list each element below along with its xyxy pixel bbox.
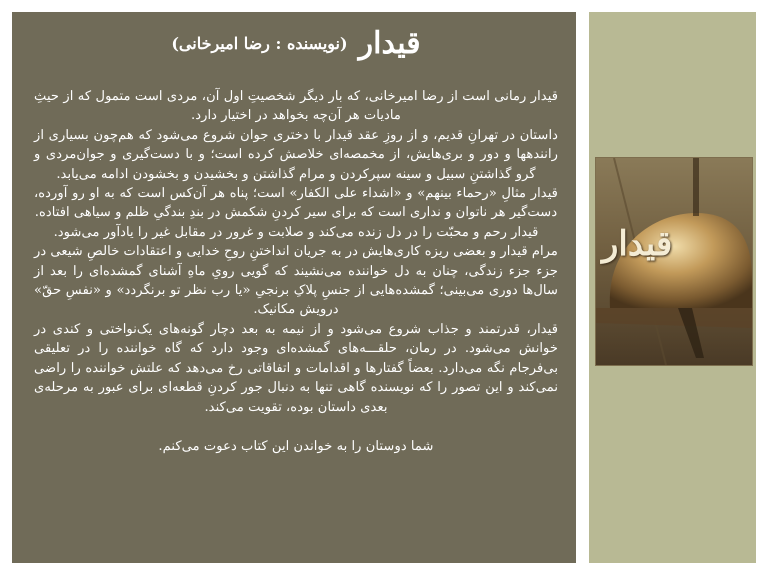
- closing-invitation: شما دوستان را به خواندن این کتاب دعوت می‌کنم.: [158, 438, 434, 454]
- review-body: [34, 87, 558, 456]
- paragraph-character: قیدار مثالِ «رحماء بینهم» و «اشداء علی الکفار» است؛ پناه هر آن‌کس است که به او رو آورده، دست‌گیر هر ناتوان و نداری است که برای سیر کردنِ شکمش در بندِ بندگیِ ظلم و سیاهی افتاده.: [34, 186, 558, 221]
- cover-title: قیدار: [602, 224, 673, 264]
- paragraph-intro: قیدار رمانی است از رضا امیرخانی، که بار دیگر شخصیتِ اول آن، مردی است متمول که از حیثِ مادیات هر آن‌چه بخواهد در اختیار دارد.: [34, 89, 558, 124]
- text-panel: [12, 12, 576, 563]
- author-subtitle: (نویسنده : رضا امیرخانی): [171, 34, 348, 53]
- book-title: قیدار: [358, 26, 421, 61]
- paragraph-spirit: مرام قیدار و بعضی ریزه کاری‌هایش در به جریان انداختنِ روحِ خدایی و اعتقادات خالصِ شیعی در جزء جزء زندگی، چنان به دل خواننده می‌نشیند که گویی رویِ ماهِ آشنای گمشده‌ای را بعد از سال‌ها دوری می‌بینی؛ گمشده‌هایی از جنسِ پلاکِ برنجیِ «یا رب نظر تو برنگردد» و «نفسِ حقّ» درویش مکانیک.: [34, 244, 558, 318]
- book-cover-image: [596, 158, 752, 365]
- title-row: [34, 26, 558, 61]
- paragraph-critique: قیدار، قدرتمند و جذاب شروع می‌شود و از نیمه به بعد دچار گونه‌های یک‌نواختی و کندی در خوانش می‌شود. در رمان، حلقـــه‌های گمشده‌ای وجود دارد که گاه خواننده را در تعلیقی بی‌فرجام نگه می‌دارد. بعضاً گفتارها و اقدامات و اتفاقاتی رخ می‌دهد که علتش خواننده را راضی نمی‌کند و این تصور را که نویسنده گاهی تنها به دنبال جور کردنِ قطعه‌ای برای عبور به مرحله‌ی بعدی داستان بوده، تقویت می‌کند.: [34, 321, 558, 415]
- paragraph-story: داستان در تهرانِ قدیم، و از روزِ عقد قیدار با دختری جوان شروع می‌شود که هم‌چون بسیاری از رانندهها و دور و بری‌هایش، از مخمصه‌ای خلاصش کرده است؛ و با دست‌گیری و جوان‌مردی و گرو گذاشتنِ سبیل و سینه سپرکردن و مرام گذاشتن و بخشیدن و بخشودن ادامه می‌یابد.: [34, 127, 558, 182]
- paragraph-mercy: قیدار رحم و محبّت را در دل زنده می‌کند و صلابت و غرور در مقابل غیر را یادآور می‌شود.: [53, 224, 539, 240]
